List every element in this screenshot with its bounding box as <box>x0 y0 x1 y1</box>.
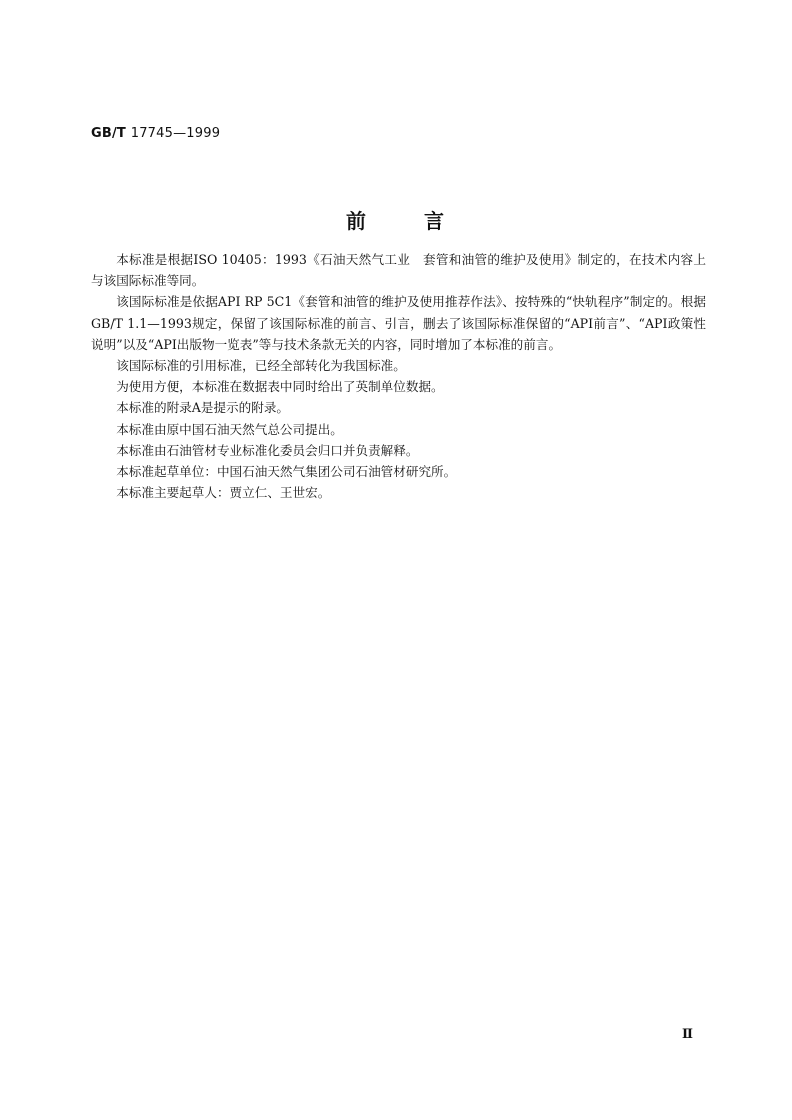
paragraph: 本标准由原中国石油天然气总公司提出。 <box>116 421 343 437</box>
paragraph: 本标准由石油管材专业标准化委员会归口并负责解释。 <box>116 442 419 458</box>
page-number: Ⅱ <box>682 1027 693 1042</box>
title-char-1: 前 <box>346 209 368 233</box>
standard-code <box>91 126 220 141</box>
title-char-2: 言 <box>424 209 446 233</box>
paragraph: 本标准起草单位：中国石油天然气集团公司石油管材研究所。 <box>116 464 457 480</box>
standard-prefix: GB/T <box>91 126 126 141</box>
paragraph: 为使用方便，本标准在数据表中同时给出了英制单位数据。 <box>116 379 444 395</box>
paragraph: 本标准的附录A是提示的附录。 <box>116 400 290 416</box>
standard-number: 17745—1999 <box>130 126 221 141</box>
paragraph: 本标准主要起草人：贾立仁、王世宏。 <box>116 485 331 501</box>
paragraph: 本标准是根据ISO 10405：1993《石油天然气工业 套管和油管的维护及使用》制定的，在技术内容上与该国际标准等同。 <box>91 252 706 289</box>
paragraph: 该国际标准的引用标准，已经全部转化为我国标准。 <box>116 358 406 374</box>
paragraph: 该国际标准是依据API RP 5C1《套管和油管的维护及使用推荐作法》、按特殊的“快轨程序”制定的。根据GB/T 1.1—1993规定，保留了该国际标准的前言、引言，删去了该国际标准保留的“API前言”、“API政策性说明”以及“API出版物一览表”等与技术条款无关的内容，同时增加了本标准的前言。 <box>91 294 706 352</box>
foreword-body <box>91 249 706 503</box>
page-title <box>0 205 792 234</box>
